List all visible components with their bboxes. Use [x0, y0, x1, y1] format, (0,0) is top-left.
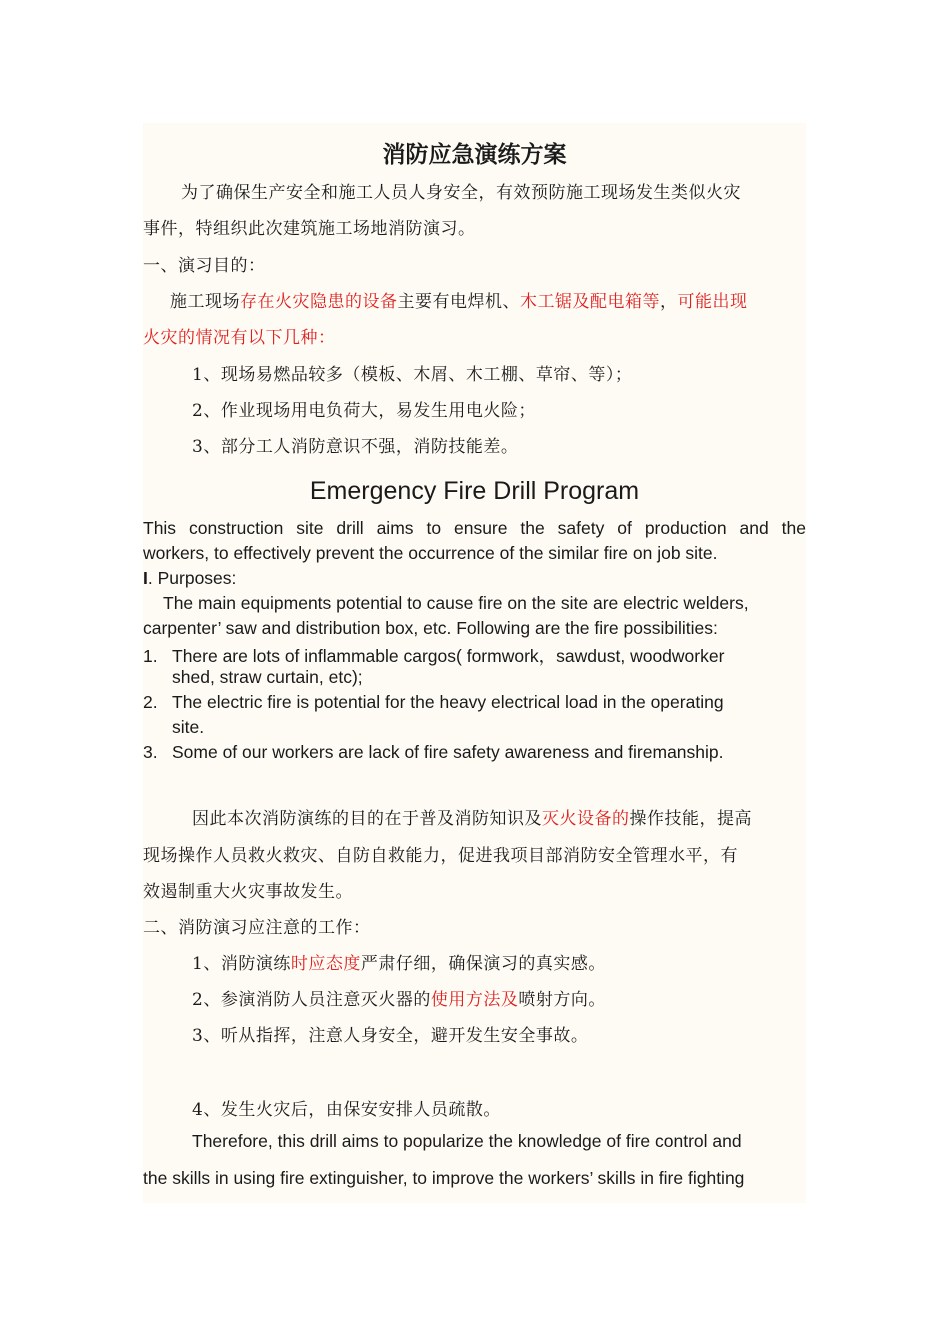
intro-paragraph-line: workers, to effectively prevent the occurrence of the similar fire on job site.: [143, 543, 718, 563]
purpose-paragraph-line: [170, 287, 748, 312]
highlighted-text: 存在火灾隐患的设备: [240, 292, 398, 312]
word: production: [644, 518, 727, 538]
list-text: There are lots of inflammable cargos( formwork，sawdust, woodworker: [172, 646, 725, 666]
list-item: 4、发生火灾后，由保安安排人员疏散。: [192, 1100, 501, 1120]
list-item-continuation: shed, straw curtain, etc);: [172, 667, 363, 687]
section-heading-purpose: 一、演习目的：: [143, 256, 266, 276]
section-heading-purposes: [143, 568, 236, 589]
list-number: 3.: [143, 742, 158, 762]
heading-text: . Purposes:: [147, 568, 237, 588]
purposes-paragraph-line: carpenter’ saw and distribution box, etc. Following are the fire possibilities:: [143, 618, 718, 638]
highlighted-text: 木工锯及配电箱等: [520, 292, 660, 312]
word: ensure: [453, 518, 508, 538]
text-run: 严肃仔细，确保演习的真实感。: [360, 954, 606, 974]
list-text: The electric fire is potential for the heavy electrical load in the operating: [172, 692, 724, 712]
word: to: [426, 518, 442, 538]
list-item: 2、作业现场用电负荷大，易发生用电火险；: [192, 401, 536, 421]
word: site: [296, 518, 324, 538]
word: This: [143, 518, 177, 538]
intro-paragraph-line: 事件，特组织此次建筑施工场地消防演习。: [143, 219, 476, 239]
word: the: [781, 518, 806, 538]
purpose-summary-line: [192, 804, 752, 829]
closing-paragraph-line: the skills in using fire extinguisher, to improve the workers’ skills in fire fighting: [143, 1168, 745, 1188]
text-run: ，: [660, 292, 678, 312]
intro-paragraph-line: [143, 518, 806, 539]
list-item: [143, 692, 724, 713]
text-run: 操作技能，提高: [629, 809, 752, 829]
list-item-continuation: site.: [172, 717, 205, 737]
word: safety: [557, 518, 605, 538]
list-item: 3、部分工人消防意识不强，消防技能差。: [192, 437, 519, 457]
list-item: [192, 949, 606, 974]
word: drill: [336, 518, 364, 538]
list-item: 1、现场易燃品较多（模板、木屑、木工棚、草帘、等）；: [192, 365, 633, 385]
document-title-chinese: 消防应急演练方案: [382, 142, 567, 168]
document-title-english: Emergency Fire Drill Program: [309, 477, 640, 505]
highlighted-text: 灭火设备的: [542, 809, 630, 829]
highlighted-text: 时应态度: [290, 954, 361, 974]
intro-paragraph-line: 为了确保生产安全和施工人员人身安全，有效预防施工现场发生类似火灾: [181, 183, 741, 203]
section-heading-notes: 二、消防演习应注意的工作：: [143, 918, 371, 938]
text-run: 2、参演消防人员注意灭火器的: [192, 990, 431, 1010]
list-text: Some of our workers are lack of fire safety awareness and firemanship.: [172, 742, 724, 762]
highlighted-text: 使用方法及: [430, 990, 519, 1010]
list-item: 3、听从指挥，注意人身安全，避开发生安全事故。: [192, 1026, 589, 1046]
highlighted-text: 可能出现: [677, 292, 748, 312]
purposes-paragraph-line: The main equipments potential to cause fire on the site are electric welders,: [163, 593, 749, 613]
closing-paragraph-line: Therefore, this drill aims to popularize the knowledge of fire control and: [192, 1131, 742, 1151]
word: of: [617, 518, 632, 538]
text-run: 主要有电焊机、: [397, 292, 520, 312]
highlighted-text: 火灾的情况有以下几种：: [143, 328, 336, 348]
word: construction: [188, 518, 284, 538]
word: the: [520, 518, 545, 538]
purpose-summary-line: 效遏制重大火灾事故发生。: [143, 882, 353, 902]
list-number: 1.: [143, 646, 158, 666]
text-run: 施工现场: [170, 292, 240, 312]
purpose-summary-line: 现场操作人员救火救灾、自防自救能力，促进我项目部消防安全管理水平，有: [143, 846, 738, 866]
text-run: 因此本次消防演练的目的在于普及消防知识及: [192, 809, 542, 829]
list-item: [192, 985, 606, 1010]
word: aims: [376, 518, 414, 538]
list-item: [143, 643, 724, 668]
word: and: [739, 518, 769, 538]
roman-numeral: I: [143, 568, 148, 588]
text-run: 1、消防演练: [192, 954, 291, 974]
text-run: 喷射方向。: [518, 990, 606, 1010]
list-number: 2.: [143, 692, 158, 712]
list-item: [143, 742, 724, 763]
